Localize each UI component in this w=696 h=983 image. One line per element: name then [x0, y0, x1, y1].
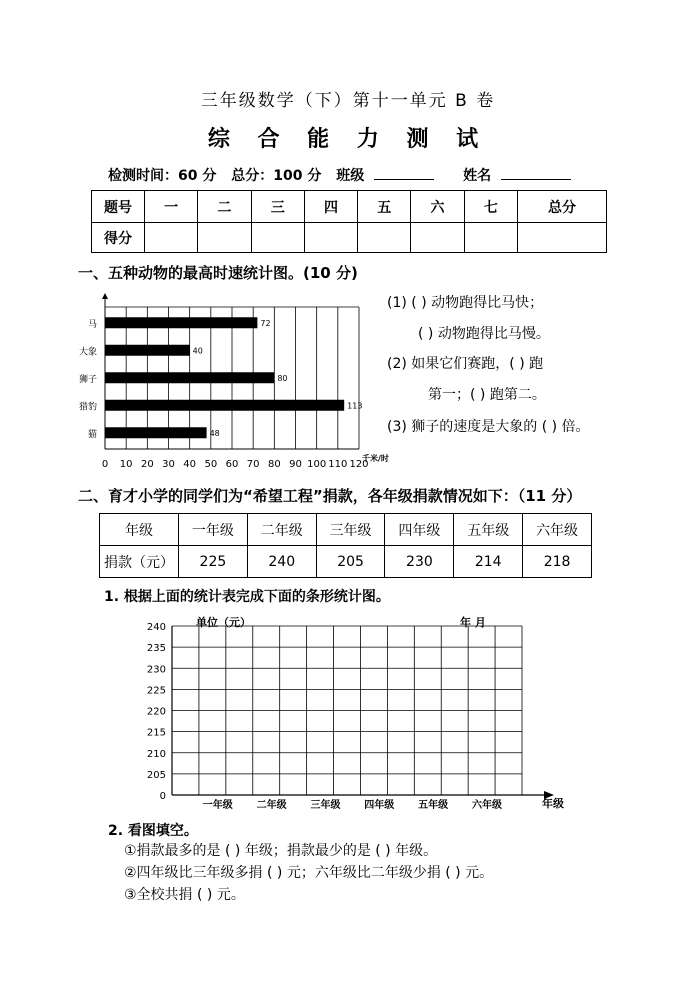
score-cell: 总分 — [518, 191, 607, 223]
category-label: 大象 — [78, 347, 97, 358]
donation-value-cell: 205 — [316, 546, 385, 578]
score-cell: 三 — [251, 191, 304, 223]
q2-line-a: (2) 如果它们赛跑，( ) 跑 — [387, 356, 544, 372]
score-row-label: 得分 — [92, 223, 145, 253]
score-table — [91, 190, 607, 253]
class-label: 班级 — [336, 168, 365, 184]
donation-row-label: 捐款（元） — [100, 546, 179, 578]
y-tick-label: 235 — [146, 643, 166, 655]
y-tick-label: 210 — [146, 748, 166, 760]
tick-label: 60 — [225, 459, 239, 470]
donation-table — [99, 513, 592, 578]
donation-header-row — [100, 514, 592, 546]
fill-question-2: ②四年级比三年级多捐 ( ) 元；六年级比二年级少捐 ( ) 元。 — [124, 865, 494, 881]
y-tick-label: 220 — [146, 706, 166, 718]
score-table-header-row — [92, 191, 607, 223]
donation-value-cell: 214 — [454, 546, 523, 578]
score-cell: 题号 — [92, 191, 145, 223]
chart-tick-labels — [102, 459, 369, 470]
name-label: 姓名 — [463, 168, 492, 184]
category-label: 马 — [87, 319, 97, 330]
q3-line: (3) 狮子的速度是大象的 ( ) 倍。 — [387, 419, 590, 435]
section-2-heading: 二、育才小学的同学们为“希望工程”捐款，各年级捐款情况如下：（11 分） — [78, 487, 582, 505]
donation-header-cell: 五年级 — [454, 514, 523, 546]
tick-label: 30 — [162, 459, 175, 470]
score-cell: 一 — [145, 191, 198, 223]
q2-line-b: 第一；( ) 跑第二。 — [428, 387, 546, 403]
donation-header-cell: 年级 — [100, 514, 179, 546]
category-label: 猎豹 — [78, 402, 97, 413]
bar — [105, 427, 207, 438]
bar — [105, 345, 190, 356]
score-input-cell[interactable] — [304, 223, 357, 253]
score-input-cell[interactable] — [518, 223, 607, 253]
donation-header-cell: 四年级 — [385, 514, 454, 546]
score-input-cell[interactable] — [464, 223, 517, 253]
tick-label: 80 — [267, 459, 281, 470]
tick-label: 50 — [204, 459, 218, 470]
donation-header-cell: 一年级 — [179, 514, 248, 546]
chart-axes — [102, 293, 359, 449]
data-label: 40 — [192, 346, 203, 356]
task-1-instruction: 1. 根据上面的统计表完成下面的条形统计图。 — [104, 589, 390, 605]
x-axis-label: 千米/时 — [362, 454, 389, 463]
bar — [105, 317, 257, 328]
tick-label: 100 — [307, 459, 327, 470]
y-tick-label: 215 — [146, 727, 166, 739]
score-input-cell[interactable] — [411, 223, 464, 253]
bar — [105, 400, 344, 411]
category-label: 狮子 — [78, 374, 97, 385]
data-label: 113 — [347, 401, 363, 411]
score-input-cell[interactable] — [358, 223, 411, 253]
score-cell: 四 — [304, 191, 357, 223]
date-label: 年 月 — [460, 616, 486, 629]
animal-speed-chart — [78, 290, 389, 480]
chart-bars — [105, 317, 362, 438]
y-unit-label: 单位（元） — [196, 616, 251, 629]
score-cell: 六 — [411, 191, 464, 223]
q1-line-a: (1) ( ) 动物跑得比马快； — [387, 295, 544, 311]
x-axis-label: 年级 — [542, 797, 564, 810]
q1-line-b: ( ) 动物跑得比马慢。 — [418, 326, 550, 342]
donation-header-cell: 三年级 — [316, 514, 385, 546]
donation-value-cell: 230 — [385, 546, 454, 578]
score-table-score-row — [92, 223, 607, 253]
donation-header-cell: 六年级 — [523, 514, 592, 546]
exam-info-line — [108, 165, 581, 185]
chart-category-labels — [203, 798, 502, 811]
category-label: 二年级 — [256, 800, 287, 811]
y-tick-label: 205 — [146, 769, 166, 781]
fill-question-1: ①捐款最多的是 ( ) 年级；捐款最少的是 ( ) 年级。 — [124, 843, 438, 859]
y-tick-label: 225 — [146, 685, 166, 697]
tick-label: 40 — [183, 459, 197, 470]
category-label: 一年级 — [202, 800, 233, 811]
y-tick-label: 230 — [146, 664, 166, 676]
chart-axes — [172, 626, 554, 799]
y-tick-label: 240 — [146, 622, 166, 633]
y-axis-arrow — [102, 293, 108, 299]
task-2-instruction: 2. 看图填空。 — [108, 823, 198, 839]
data-label: 48 — [209, 428, 220, 438]
chart-grid[interactable] — [172, 626, 522, 795]
score-input-cell[interactable] — [145, 223, 198, 253]
data-label: 80 — [277, 373, 288, 383]
class-blank[interactable] — [374, 167, 434, 180]
donation-value-cell: 218 — [523, 546, 592, 578]
donation-value-cell: 240 — [247, 546, 316, 578]
bar — [105, 372, 274, 383]
category-label: 四年级 — [364, 800, 395, 811]
total-label: 总分：100 分 — [231, 168, 322, 184]
section-1-heading: 一、五种动物的最高时速统计图。(10 分) — [78, 264, 358, 282]
score-cell: 五 — [358, 191, 411, 223]
score-input-cell[interactable] — [198, 223, 251, 253]
tick-label: 0 — [101, 459, 109, 470]
category-label: 五年级 — [418, 800, 449, 811]
category-label: 三年级 — [310, 800, 341, 811]
donation-blank-chart — [130, 608, 590, 813]
tick-label: 10 — [119, 459, 133, 470]
donation-header-cell: 二年级 — [247, 514, 316, 546]
score-cell: 七 — [464, 191, 517, 223]
donation-value-cell: 225 — [179, 546, 248, 578]
category-label: 猫 — [87, 429, 97, 440]
category-label: 六年级 — [472, 800, 502, 811]
tick-label: 110 — [328, 459, 348, 470]
y-tick-label: 0 — [159, 791, 166, 802]
score-input-cell[interactable] — [251, 223, 304, 253]
paper-subtitle: 三年级数学（下）第十一单元 B 卷 — [200, 91, 496, 111]
chart-y-tick-labels — [147, 622, 166, 802]
chart-category-labels — [79, 319, 97, 440]
tick-label: 120 — [349, 459, 369, 470]
fill-question-3: ③全校共捐 ( ) 元。 — [124, 887, 245, 903]
donation-value-row — [100, 546, 592, 578]
tick-label: 70 — [246, 459, 260, 470]
score-cell: 二 — [198, 191, 251, 223]
data-label: 72 — [260, 318, 271, 328]
tick-label: 90 — [289, 459, 302, 470]
tick-label: 20 — [140, 459, 154, 470]
name-blank[interactable] — [501, 167, 571, 180]
paper-title: 综 合 能 力 测 试 — [207, 127, 489, 152]
time-label: 检测时间：60 分 — [108, 168, 217, 184]
